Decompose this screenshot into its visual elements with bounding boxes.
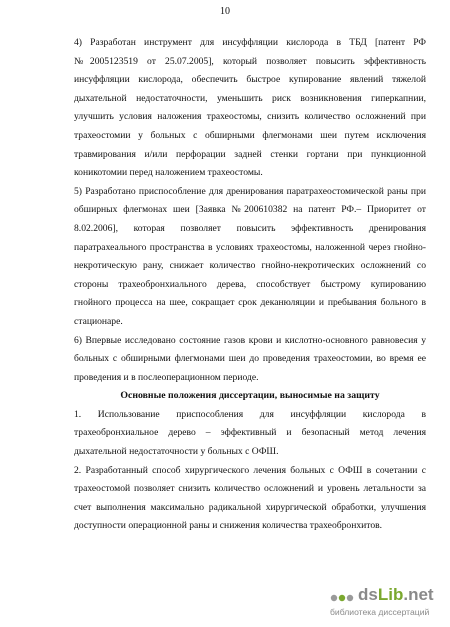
thesis-1: 1. Использование приспособления для инсуффляции кислорода в трахеобронхиальное дерево – эффективный и безопасный метод лечения дыхательной недостаточности у больных с ОФШ.	[74, 408, 426, 458]
paragraph-item-4: 4) Разработан инструмент для инсуффляции кислорода в ТБД [патент РФ №2005123519 от 25.07.2005], который позволяет повысить эффективность инсуффляции кислорода, обеспечить быстрое купирование явлений тяжелой дыхательной недостаточности, уменьшить риск возникновения гиперкапнии, улучшить условия наложения трахеостомы, снизить количество осложнений при трахеостомии у больных с обширными флегмонами шеи путем исключения травмирования и/или перфорации задней стенки гортани при пункционной коникотомии перед наложением трахеостомы.	[74, 37, 426, 179]
logo-suffix: .net	[403, 585, 434, 604]
document-body	[74, 34, 426, 536]
dslib-logo-text	[358, 585, 434, 605]
section-heading: Основные положения диссертации, выносимые на защиту	[120, 390, 380, 402]
logo-prefix: ds	[358, 585, 378, 604]
dslib-logo-icon	[328, 589, 358, 607]
paragraph-item-6: 6) Впервые исследовано состояние газов крови и кислотно-основного равновесия у больных с обширными флегмонами шеи до проведения трахеостомии, во время ее проведения и в послеоперационном периоде.	[74, 334, 426, 383]
paragraph-item-5: 5) Разработано приспособление для дренирования паратрахеостомической раны при обширных флегмонах шеи [Заявка №200610382 на патент РФ.– Приоритет от 8.02.2006], которая позволяет повысить эффективность дренирования паратрахеального пространства в условиях трахеостомы, наложенной через гнойно-некротическую рану, снижает количество гнойно-некротических осложнений со стороны трахеобронхиального дерева, способствует быстрому купированию гнойного процесса на шее, сокращает срок деканюляции и пребывания больного в стационаре.	[74, 185, 426, 327]
thesis-2: 2. Разработанный способ хирургического лечения больных с ОФШ в сочетании с трахеостомой позволяет снизить количество осложнений и уровень летальности за счет выполнения максимально радикальной хирургической обработки, улучшения доступности операционной раны и снижения количества трахеобронхитов.	[74, 464, 426, 532]
logo-lib: Lib	[377, 585, 404, 604]
dslib-watermark	[328, 585, 440, 621]
watermark-subtitle: библиотека диссертаций	[330, 607, 430, 617]
page-number: 10	[220, 6, 230, 17]
